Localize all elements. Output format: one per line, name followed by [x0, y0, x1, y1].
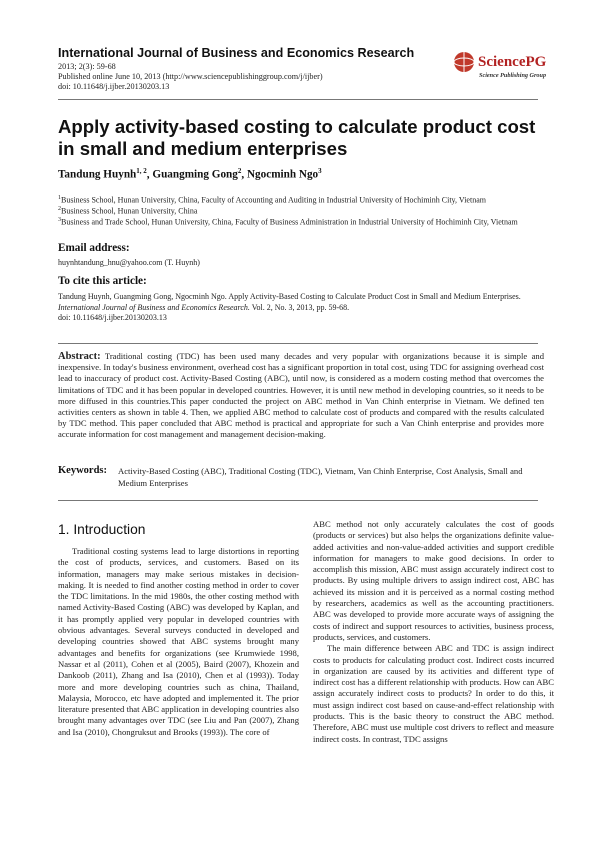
- email-heading: Email address:: [58, 242, 130, 254]
- citation-doi: doi: 10.11648/j.ijber.20130203.13: [58, 313, 167, 322]
- sciencepg-logo: [446, 42, 554, 90]
- author-sup: 1, 2: [136, 167, 147, 175]
- abstract-text: Traditional costing (TDC) has been used many decades and very popular with organizations because it is simple and inexpensive. In today's business environment, overhead cost has a significant proportion in total cost, using TDC for assigning overhead cost lead to inaccuracy of product cost. Activity-Based Costing (ABC), until now, is considered as a modern costing method that overcomes the limitations of TDC and it has been popular in developed countries. However, it is until new method in developing countries, so it needs to be more diffused in this countries.This paper conducted the project on ABC method in Van Chinh enterprise in Vietnam. We defined ten activities centers as shown in table 4. Then, we applied ABC method to calculate cost of products and compared with the results calculated by TDC method. This paper concluded that ABC method is practical and appropriate for such a Van Chinh enterprise and provides more accurate information for cost management and management decision-making.: [58, 351, 545, 440]
- abstract-divider-top: [58, 343, 538, 344]
- published-info: Published online June 10, 2013 (http://www.sciencepublishinggroup.com/j/ijber): [58, 72, 323, 81]
- author-list: Tandung Huynh$^{1, 2}$, Guangming Gong$^2$, Ngocminh Ngo$^3$: [58, 167, 322, 181]
- section-heading: 1. Introduction: [58, 522, 146, 537]
- affiliation-3: $^3$Business and Trade School, Hunan University, China, Faculty of Business Administration in Industrial University of Hochiminh City, Vietnam: [58, 217, 518, 227]
- paragraph: Traditional costing systems lead to large distortions in reporting the cost of products, services, and customers. Based on its information, managers may make serious mistakes in decision-making. It is needed to find another costing method in order to cover the TDC limitations. In the mid 1980s, the other costing method with named Activity-Based Costing (ABC) was developed by Kaplan, and it has promptly applied very popular in developed countries with obvious advantages. Several surveys conducted in developed and developing countries showed that ABC systems brought many advantages and benefits for organizations (see Krumwiede 1998, Nassar et al (2011), Cohen et al (2005), Baird (2007), Khozein and Dankoob (2011), Zhang and Isa (2010), Chen et al (1993)). Today more and more developing countries such as china, Thailand, Malaysia, Morocco, etc have adopted and implemented it. The prior literature presented that ABC application in developing countries also brought many advantages over TDC (see Liu and Pan (2007), Zhang and Isa (2010), Chongruksut and Brooks (1993)). The core of: [58, 546, 299, 737]
- author-sup: 3: [318, 167, 322, 175]
- affiliation-1: $^1$Business School, Hunan University, China, Faculty of Accounting and Auditing in Industrial University of Hochiminh City, Vietnam: [58, 195, 486, 205]
- citation-text: Tandung Huynh, Guangming Gong, Ngocminh Ngo. Apply Activity-Based Costing to Calculate Product Cost in Small and Medium Enterprises. International Journal of Business and Economics Research. Vol. 2, No. 3, 2013, pp. 59-68. doi: 10.11648/j.ijber.20130203.13: [58, 292, 521, 322]
- author-name: Ngocminh Ngo: [246, 168, 319, 181]
- author-name: Guangming Gong: [152, 168, 238, 181]
- affiliation-2: $^2$Business School, Hunan University, China: [58, 206, 198, 216]
- right-column: [313, 519, 554, 745]
- keywords-label: Keywords:: [58, 465, 107, 476]
- citation-heading: To cite this article:: [58, 275, 147, 287]
- keywords-text: Activity-Based Costing (ABC), Traditional Costing (TDC), Vietnam, Van Chinh Enterprise, Cost Analysis, Small and Medium Enterprises: [118, 466, 523, 488]
- paragraph: ABC method not only accurately calculates the cost of goods (products or services) but also helps the organizations definite value-added activities and non-value-added activities and support credible information for managers to make good decisions. In order to accomplish this mission, ABC must assign accurately indirect cost to products. By using multiple drivers to assign indirect cost, ABC has achieved its mission and it is perceived as a normal costing method by researchers, academics as well as the accounting practitioners. ABC was developed to provide more accurate ways of assigning the costs of indirect and support resources to activities, business process, products, services, and customers.: [313, 519, 554, 642]
- article-title: Apply activity-based costing to calculate product cost in small and medium enterprises: [58, 116, 536, 159]
- logo-name: SciencePG: [478, 54, 547, 70]
- issue-info: 2013; 2(3): 59-68: [58, 62, 116, 71]
- email-address[interactable]: huynhtandung_hnu@yahoo.com (T. Huynh): [58, 258, 200, 267]
- doi-header: doi: 10.11648/j.ijber.20130203.13: [58, 82, 170, 91]
- logo-tagline: Science Publishing Group: [479, 72, 547, 79]
- author-name: Tandung Huynh: [58, 168, 137, 181]
- author-sup: 2: [237, 167, 242, 175]
- keywords-divider: [58, 500, 538, 501]
- citation-journal: International Journal of Business and Economics Research.: [58, 302, 250, 312]
- journal-name: International Journal of Business and Economics Research: [58, 46, 415, 60]
- header-divider: [58, 99, 538, 100]
- paragraph: The main difference between ABC and TDC is assign indirect costs to products for calculating product cost. Indirect costs incurred in organization are caused by its activities and different type of indirect cost has a different relationship with products. How can ABC assign accurately indirect costs to products? In order to do this, it must assign indirect cost based on cause-and-effect relationship with products. This is the basic theory to construct the ABC method. Therefore, ABC must use multiple cost drivers to reflect and measure indirect costs. In contrast, TDC assigns: [313, 643, 554, 744]
- abstract-label: Abstract:: [58, 351, 101, 362]
- left-column: [58, 546, 299, 738]
- abstract: [58, 351, 544, 441]
